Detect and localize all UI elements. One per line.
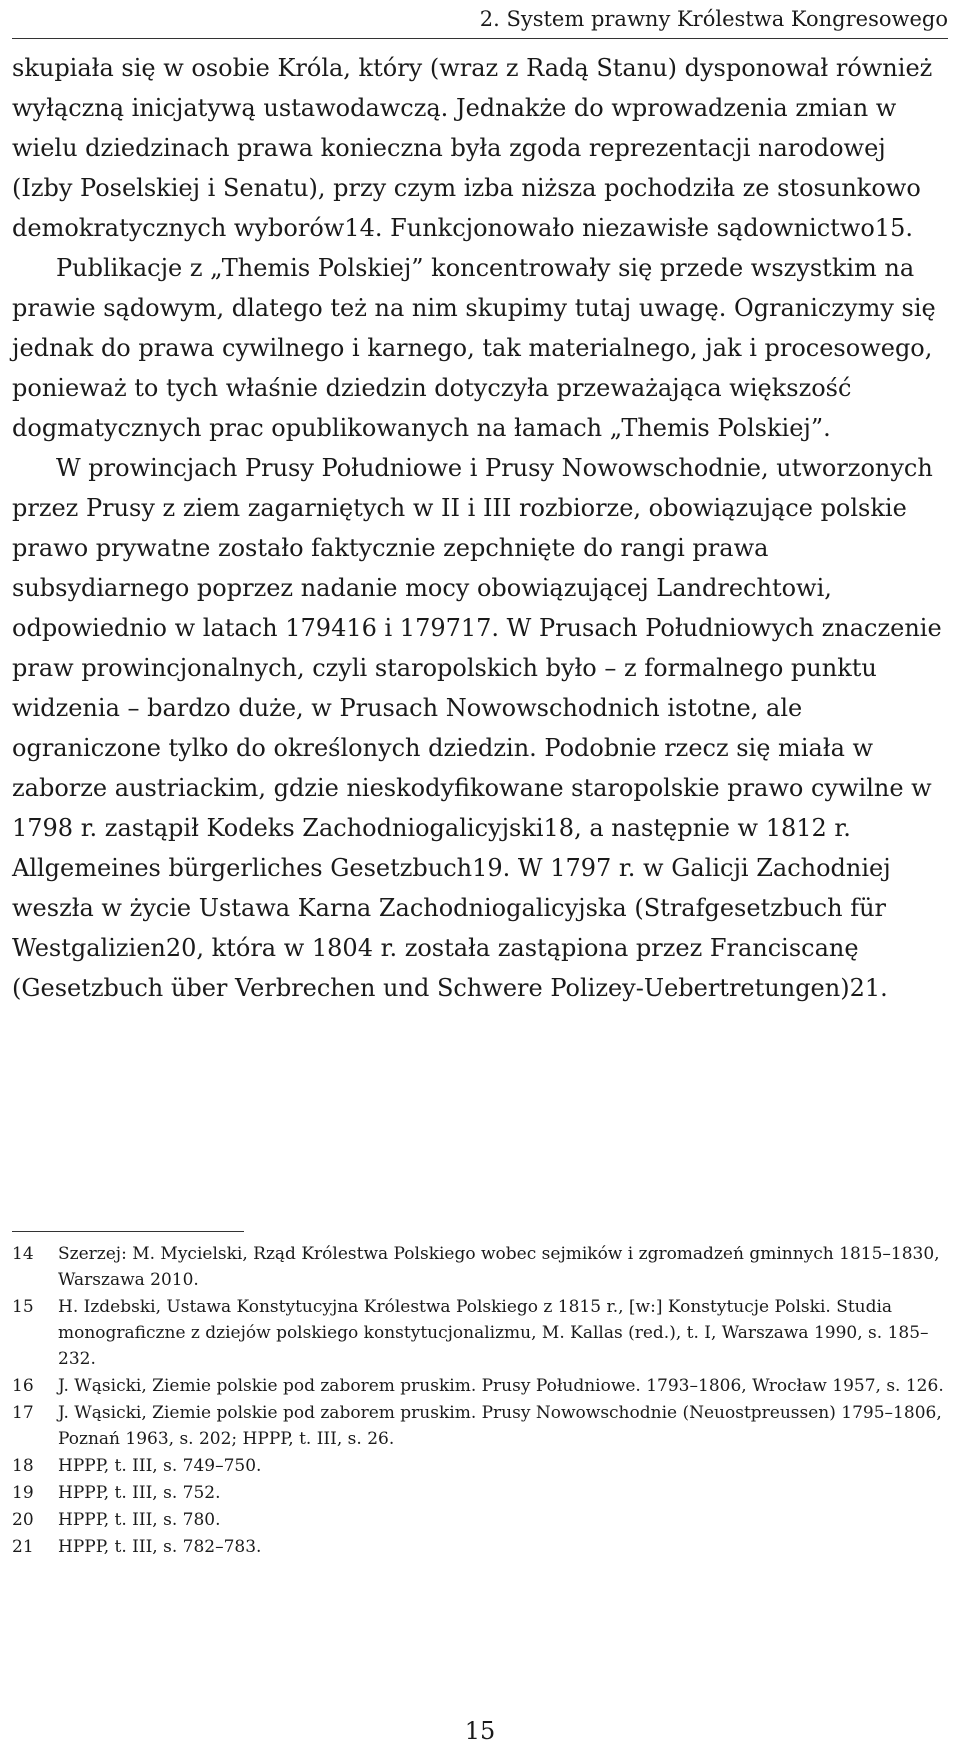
paragraph-3: W prowincjach Prusy Południowe i Prusy Nowowschodnie, utworzonych przez Prusy z ziem zagarniętych w II i III rozbiorze, obowiązujące polskie prawo prywatne zostało faktycznie zepchnięte do rangi prawa subsydiarnego poprzez nadanie mocy obowiązującej Landrechtowi, odpowiednio w latach 179416 i 179717. W Prusach Południowych znaczenie praw prowincjonalnych, czyli staropolskich było – z formalnego punktu widzenia – bardzo duże, w Prusach Nowowschodnich istotne, ale ograniczone tylko do określonych dziedzin. Podobnie rzecz się miała w zaborze austriackim, gdzie nieskodyfikowane staropolskie prawo cywilne w 1798 r. zastąpił Kodeks Zachodniogalicyjski18, a następnie w 1812 r. Allgemeines bürgerliches Gesetzbuch19. W 1797 r. w Galicji Zachodniej weszła w życie Ustawa Karna Zachodniogalicyjska (Strafgesetzbuch für Westgalizien20, która w 1804 r. została zastąpiona przez Franciscanę (Gesetzbuch über Verbrechen und Schwere Polizey-Uebertretungen)21. bbox=[12, 454, 942, 1002]
footnote-number: 19 bbox=[12, 1483, 34, 1503]
footnote bbox=[12, 1453, 953, 1479]
footnote-number: 17 bbox=[12, 1403, 34, 1423]
footnote-text: HPPP, t. III, s. 752. bbox=[58, 1483, 221, 1503]
footnote-number: 21 bbox=[12, 1537, 34, 1557]
footnote-text: H. Izdebski, Ustawa Konstytucyjna Królestwa Polskiego z 1815 r., [w:] Konstytucje Polski. Studia monograficzne z dziejów polskiego konstytucjonalizmu, M. Kallas (red.), t. I, Warszawa 1990, s. 185–232. bbox=[58, 1297, 929, 1369]
footnote bbox=[12, 1241, 953, 1293]
footnote-number: 16 bbox=[12, 1376, 34, 1396]
paragraph-2: Publikacje z „Themis Polskiej” koncentrowały się przede wszystkim na prawie sądowym, dlatego też na nim skupimy tutaj uwagę. Ograniczymy się jednak do prawa cywilnego i karnego, tak materialnego, jak i procesowego, ponieważ to tych właśnie dziedzin dotyczyła przeważająca większość dogmatycznych prac opublikowanych na łamach „Themis Polskiej”. bbox=[12, 254, 936, 442]
footnote-text: J. Wąsicki, Ziemie polskie pod zaborem pruskim. Prusy Południowe. 1793–1806, Wrocław 1957, s. 126. bbox=[58, 1376, 944, 1396]
footnote-separator bbox=[12, 1231, 244, 1232]
footnote bbox=[12, 1507, 953, 1533]
footnote-text: Szerzej: M. Mycielski, Rząd Królestwa Polskiego wobec sejmików i zgromadzeń gminnych 1815–1830, Warszawa 2010. bbox=[58, 1244, 940, 1290]
footnotes bbox=[12, 1241, 953, 1561]
footnote-number: 20 bbox=[12, 1510, 34, 1530]
footnote-text: HPPP, t. III, s. 782–783. bbox=[58, 1537, 262, 1557]
footnote-number: 18 bbox=[12, 1456, 34, 1476]
paragraph-1: skupiała się w osobie Króla, który (wraz z Radą Stanu) dysponował również wyłączną inicjatywą ustawodawczą. Jednakże do wprowadzenia zmian w wielu dziedzinach prawa konieczna była zgoda reprezentacji narodowej (Izby Poselskiej i Senatu), przy czym izba niższa pochodziła ze stosunkowo demokratycznych wyborów14. Funkcjonowało niezawisłe sądownictwo15. bbox=[12, 54, 933, 242]
footnote bbox=[12, 1400, 953, 1452]
footnote bbox=[12, 1534, 953, 1560]
footnote-text: HPPP, t. III, s. 780. bbox=[58, 1510, 221, 1530]
main-text bbox=[12, 48, 953, 1008]
page-number: 15 bbox=[464, 1717, 496, 1745]
footnote-text: HPPP, t. III, s. 749–750. bbox=[58, 1456, 262, 1476]
running-header bbox=[12, 4, 948, 39]
footnote bbox=[12, 1373, 953, 1399]
footnote-number: 15 bbox=[12, 1297, 34, 1317]
footnote-text: J. Wąsicki, Ziemie polskie pod zaborem pruskim. Prusy Nowowschodnie (Neuostpreussen) 1795–1806, Poznań 1963, s. 202; HPPP, t. III, s. 26. bbox=[58, 1403, 942, 1449]
footnote-number: 14 bbox=[12, 1244, 34, 1264]
footnote bbox=[12, 1480, 953, 1506]
footnote bbox=[12, 1294, 953, 1372]
running-title: 2. System prawny Królestwa Kongresowego bbox=[479, 7, 948, 31]
